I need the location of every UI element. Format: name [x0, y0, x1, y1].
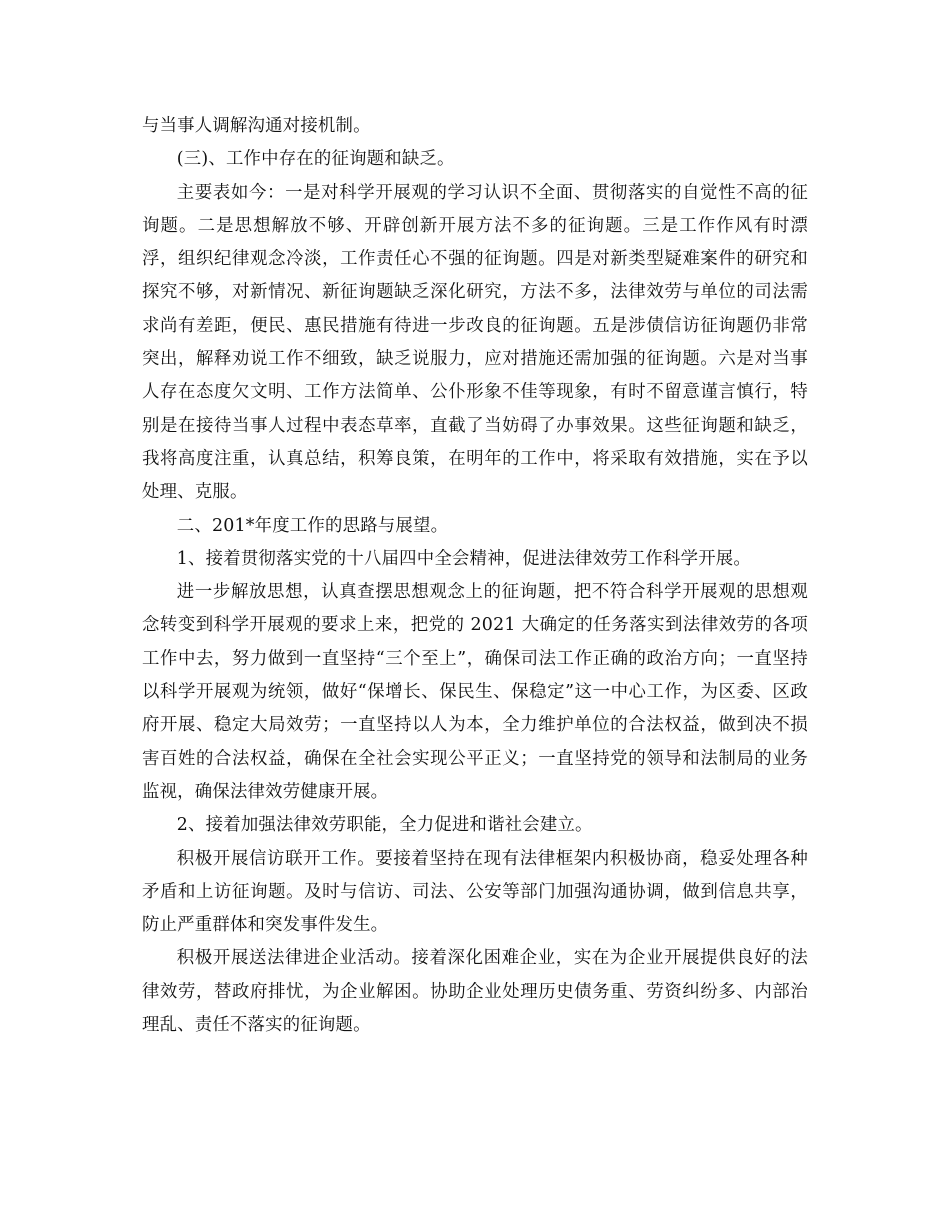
paragraph-4: 二、201*年度工作的思路与展望。: [176, 515, 449, 536]
paragraph-1: 与当事人调解沟通对接机制。: [142, 116, 371, 136]
paragraph-3: 主要表如今：一是对科学开展观的学习认识不全面、贯彻落实的自觉性不高的征询题。二是思想解放不够、开辟创新开展方法不多的征询题。三是工作作风有时漂浮，组织纪律观念冷淡，工作责任心不强的征询题。四是对新类型疑难案件的研究和探究不够，对新情况、新征询题缺乏深化研究，方法不多，法律效劳与单位的司法需求尚有差距，便民、惠民措施有待进一步改良的征询题。五是涉债信访征询题仍非常突出，解释劝说工作不细致，缺乏说服力，应对措施还需加强的征询题。六是对当事人存在态度欠文明、工作方法简单、公仆形象不佳等现象，有时不留意谨言慎行，特别是在接待当事人过程中表态草率，直截了当妨碍了办事效果。这些征询题和缺乏，我将高度注重，认真总结，积筹良策，在明年的工作中，将采取有效措施，实在予以处理、克服。: [142, 182, 808, 503]
paragraph-7: 2、接着加强法律效劳职能，全力促进和谐社会建立。: [176, 815, 593, 836]
paragraph-2: (三)、工作中存在的征询题和缺乏。: [176, 149, 455, 170]
paragraph-6: 进一步解放思想，认真查摆思想观念上的征询题，把不符合科学开展观的思想观念转变到科学开展观的要求上来，把党的 2021 大确定的任务落实到法律效劳的各项工作中去，努力做到一直坚持“三个至上”，确保司法工作正确的政治方向；一直坚持以科学开展观为统领，做好“保增长、保民生、保稳定”这一中心工作，为区委、区政府开展、稳定大局效劳；一直坚持以人为本，全力维护单位的合法权益，做到决不损害百姓的合法权益，确保在全社会实现公平正义；一直坚持党的领导和法制局的业务监视，确保法律效劳健康开展。: [142, 582, 808, 802]
paragraph-9: 积极开展送法律进企业活动。接着深化困难企业，实在为企业开展提供良好的法律效劳，替政府排忧，为企业解困。协助企业处理历史债务重、劳资纠纷多、内部治理乱、责任不落实的征询题。: [142, 948, 808, 1036]
paragraph-8: 积极开展信访联开工作。要接着坚持在现有法律框架内积极协商，稳妥处理各种矛盾和上访征询题。及时与信访、司法、公安等部门加强沟通协调，做到信息共享，防止严重群体和突发事件发生。: [142, 848, 808, 936]
paragraph-5: 1、接着贯彻落实党的十八届四中全会精神，促进法律效劳工作科学开展。: [176, 548, 751, 569]
